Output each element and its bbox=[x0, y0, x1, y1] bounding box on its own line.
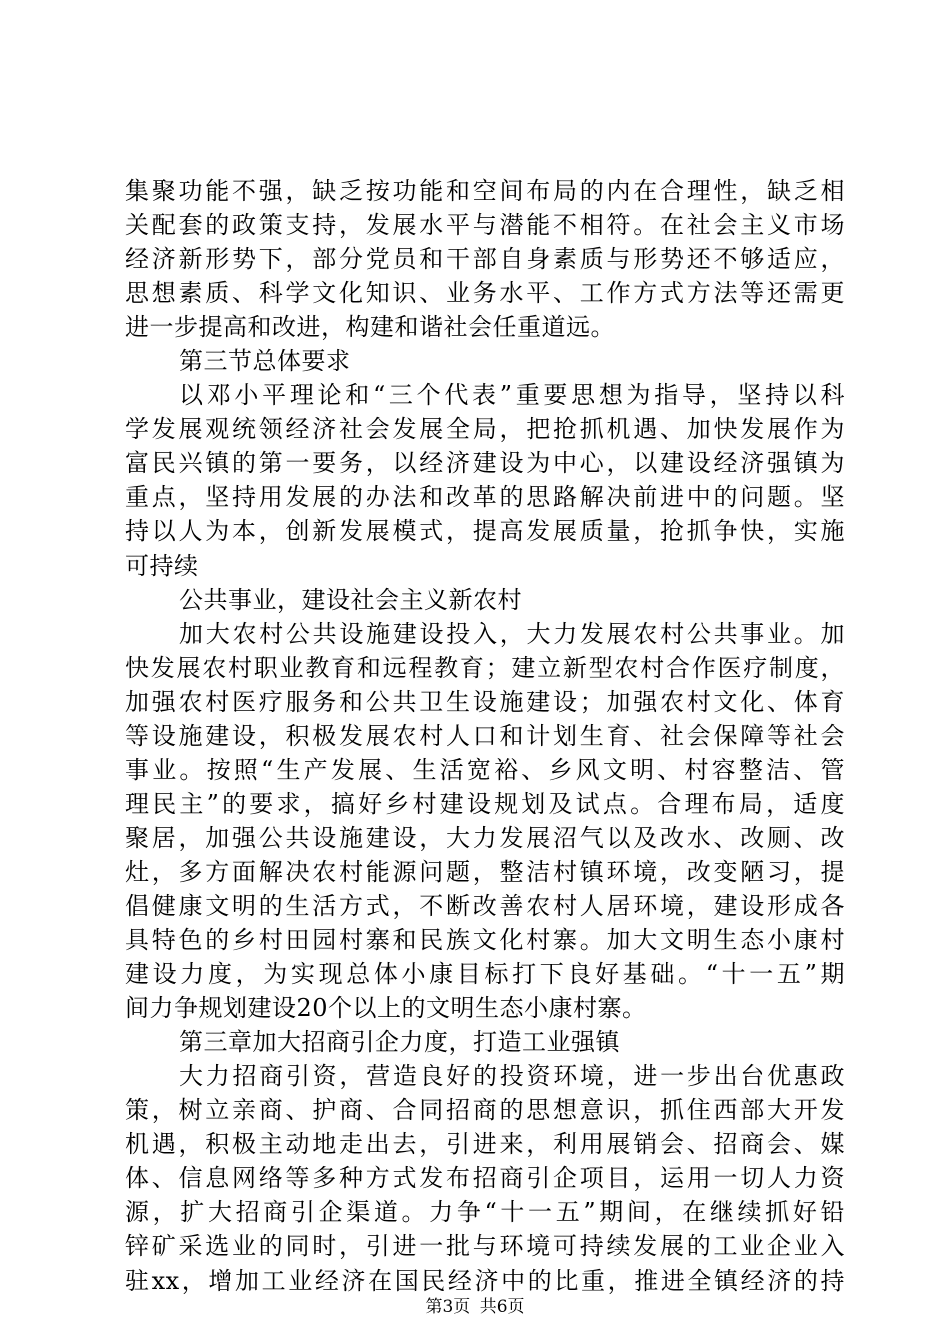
text-line: 思想素质、科学文化知识、业务水平、工作方式方法等还需更 bbox=[125, 279, 845, 308]
text-line: 灶，多方面解决农村能源问题，整洁村镇环境，改变陋习，提 bbox=[125, 857, 845, 886]
text-line: 持以人为本，创新发展模式，提高发展质量，抢抓争快，实施 bbox=[125, 517, 845, 546]
text-line: 事业。按照“生产发展、生活宽裕、乡风文明、村容整洁、管 bbox=[125, 755, 845, 784]
text-line: 等设施建设，积极发展农村人口和计划生育、社会保障等社会 bbox=[125, 721, 845, 750]
text-line: 聚居，加强公共设施建设，大力发展沼气以及改水、改厕、改 bbox=[125, 823, 845, 852]
text-line: 驻xx，增加工业经济在国民经济中的比重，推进全镇经济的持 bbox=[125, 1266, 845, 1295]
text-line: 以邓小平理论和“三个代表”重要思想为指导，坚持以科 bbox=[179, 381, 845, 410]
text-line: 加大农村公共设施建设投入，大力发展农村公共事业。加 bbox=[179, 619, 845, 648]
text-line: 锌矿采选业的同时，引进一批与环境可持续发展的工业企业入 bbox=[125, 1232, 845, 1261]
text-line: 集聚功能不强，缺乏按功能和空间布局的内在合理性，缺乏相 bbox=[125, 177, 845, 205]
page-total: 共6页 bbox=[479, 1297, 525, 1317]
text-line: 第三节总体要求 bbox=[179, 347, 351, 376]
text-line: 策，树立亲商、护商、合同招商的思想意识，抓住西部大开发 bbox=[125, 1096, 845, 1125]
document-body bbox=[125, 174, 845, 1298]
text-line: 重点，坚持用发展的办法和改革的思路解决前进中的问题。坚 bbox=[125, 483, 845, 512]
text-line: 源，扩大招商引企渠道。力争“十一五”期间，在继续抓好铅 bbox=[125, 1198, 845, 1227]
text-line: 富民兴镇的第一要务，以经济建设为中心，以建设经济强镇为 bbox=[125, 449, 845, 478]
text-line: 快发展农村职业教育和远程教育；建立新型农村合作医疗制度， bbox=[125, 653, 845, 682]
text-line: 加强农村医疗服务和公共卫生设施建设；加强农村文化、体育 bbox=[125, 687, 845, 716]
text-line: 具特色的乡村田园村寨和民族文化村寨。加大文明生态小康村 bbox=[125, 926, 845, 955]
text-line: 建设力度，为实现总体小康目标打下良好基础。“十一五”期 bbox=[125, 960, 845, 989]
text-line: 公共事业，建设社会主义新农村 bbox=[179, 585, 522, 614]
page-footer bbox=[0, 1296, 950, 1318]
text-line: 第三章加大招商引企力度，打造工业强镇 bbox=[179, 1028, 620, 1057]
page-number: 第3页 bbox=[425, 1297, 471, 1317]
text-line: 可持续 bbox=[125, 551, 199, 580]
text-line: 大力招商引资，营造良好的投资环境，进一步出台优惠政 bbox=[179, 1062, 845, 1091]
text-line: 进一步提高和改进，构建和谐社会任重道远。 bbox=[125, 313, 615, 342]
text-line: 倡健康文明的生活方式，不断改善农村人居环境，建设形成各 bbox=[125, 891, 845, 920]
text-line: 机遇，积极主动地走出去，引进来，利用展销会、招商会、媒 bbox=[125, 1130, 845, 1159]
text-line: 学发展观统领经济社会发展全局，把抢抓机遇、加快发展作为 bbox=[125, 415, 845, 444]
text-line: 关配套的政策支持，发展水平与潜能不相符。在社会主义市场 bbox=[125, 211, 845, 240]
text-line: 间力争规划建设20个以上的文明生态小康村寨。 bbox=[125, 994, 647, 1023]
text-line: 理民主”的要求，搞好乡村建设规划及试点。合理布局，适度 bbox=[125, 789, 845, 818]
text-line: 经济新形势下，部分党员和干部自身素质与形势还不够适应， bbox=[125, 245, 845, 274]
text-line: 体、信息网络等多种方式发布招商引企项目，运用一切人力资 bbox=[125, 1164, 845, 1193]
